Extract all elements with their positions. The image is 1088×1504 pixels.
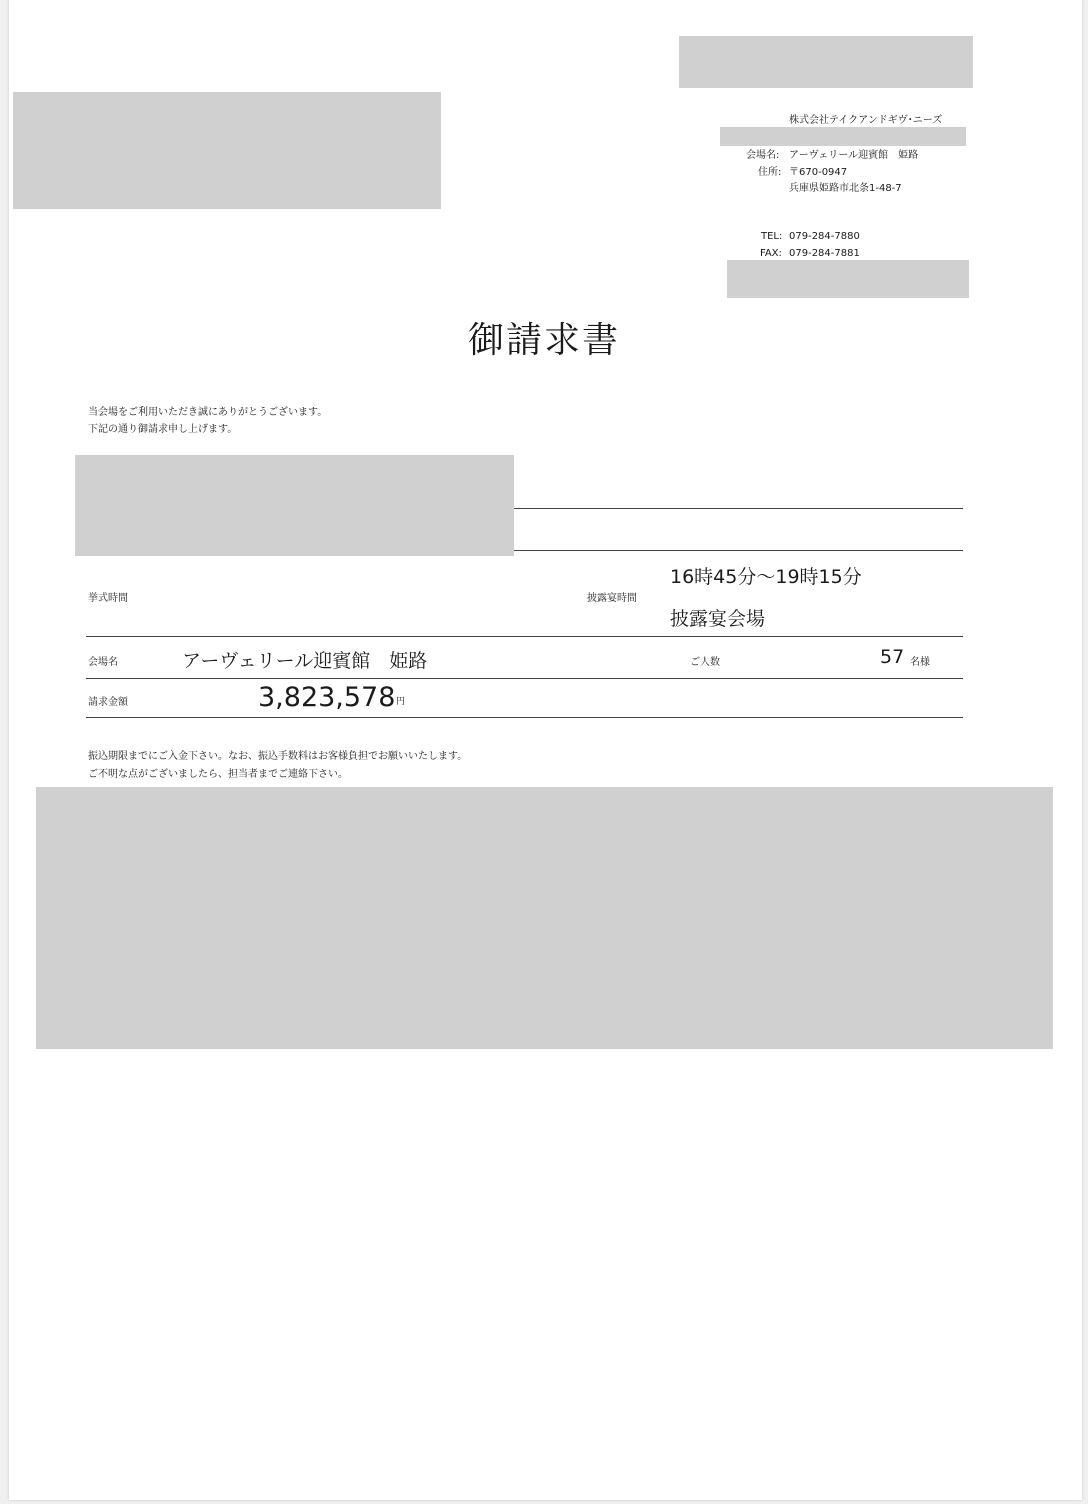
venue-row-label: 会場名 — [88, 657, 118, 668]
address: 兵庫県姫路市北条1-48-7 — [789, 183, 902, 194]
fax-label: FAX: — [760, 248, 782, 259]
fax-number: 079-284-7881 — [789, 248, 860, 259]
venue-name: アーヴェリール迎賓館 姫路 — [789, 150, 919, 161]
note-line-2: ご不明な点がございましたら、担当者までご連絡下さい。 — [88, 769, 348, 780]
ceremony-time-label: 挙式時間 — [88, 593, 128, 604]
divider-line — [86, 636, 963, 637]
guests-count: 57 — [880, 646, 905, 668]
reception-time-label: 披露宴時間 — [587, 593, 637, 604]
note-line-1: 振込期限までにご入金下さい。なお、振込手数料はお客様負担でお願いいたします。 — [88, 751, 468, 762]
greeting-line-1: 当会場をご利用いただき誠にありがとうございます。 — [88, 407, 328, 418]
redacted-block-top-right — [679, 36, 973, 88]
venue-label: 会場名: — [746, 150, 780, 161]
reception-time: 16時45分～19時15分 — [670, 566, 862, 588]
divider-line — [86, 678, 963, 679]
reception-venue: 披露宴会場 — [670, 608, 766, 630]
redacted-block-customer-name — [75, 455, 514, 556]
divider-line — [86, 717, 963, 718]
redacted-block-bank-info — [36, 787, 1053, 1049]
document-title: 御請求書 — [467, 320, 620, 361]
guests-label: ご人数 — [690, 657, 720, 668]
greeting-line-2: 下記の通り御請求申し上げます。 — [88, 424, 238, 435]
invoice-amount: 3,823,578 — [258, 682, 396, 713]
address-label: 住所: — [758, 167, 782, 178]
venue-row-value: アーヴェリール迎賓館 姫路 — [182, 650, 428, 672]
redacted-block-staff — [720, 127, 966, 146]
postal-code: 〒670-0947 — [789, 167, 848, 178]
guests-unit: 名様 — [910, 657, 930, 668]
tel-label: TEL: — [761, 231, 783, 242]
divider-line — [514, 550, 963, 551]
tel-number: 079-284-7880 — [789, 231, 860, 242]
company-name: 株式会社テイクアンドギヴ･ニーズ — [789, 115, 943, 126]
amount-label: 請求金額 — [88, 697, 128, 708]
divider-line — [514, 508, 963, 509]
redacted-block-recipient — [13, 92, 441, 209]
amount-unit: 円 — [396, 697, 406, 707]
redacted-block-contact — [727, 260, 969, 298]
